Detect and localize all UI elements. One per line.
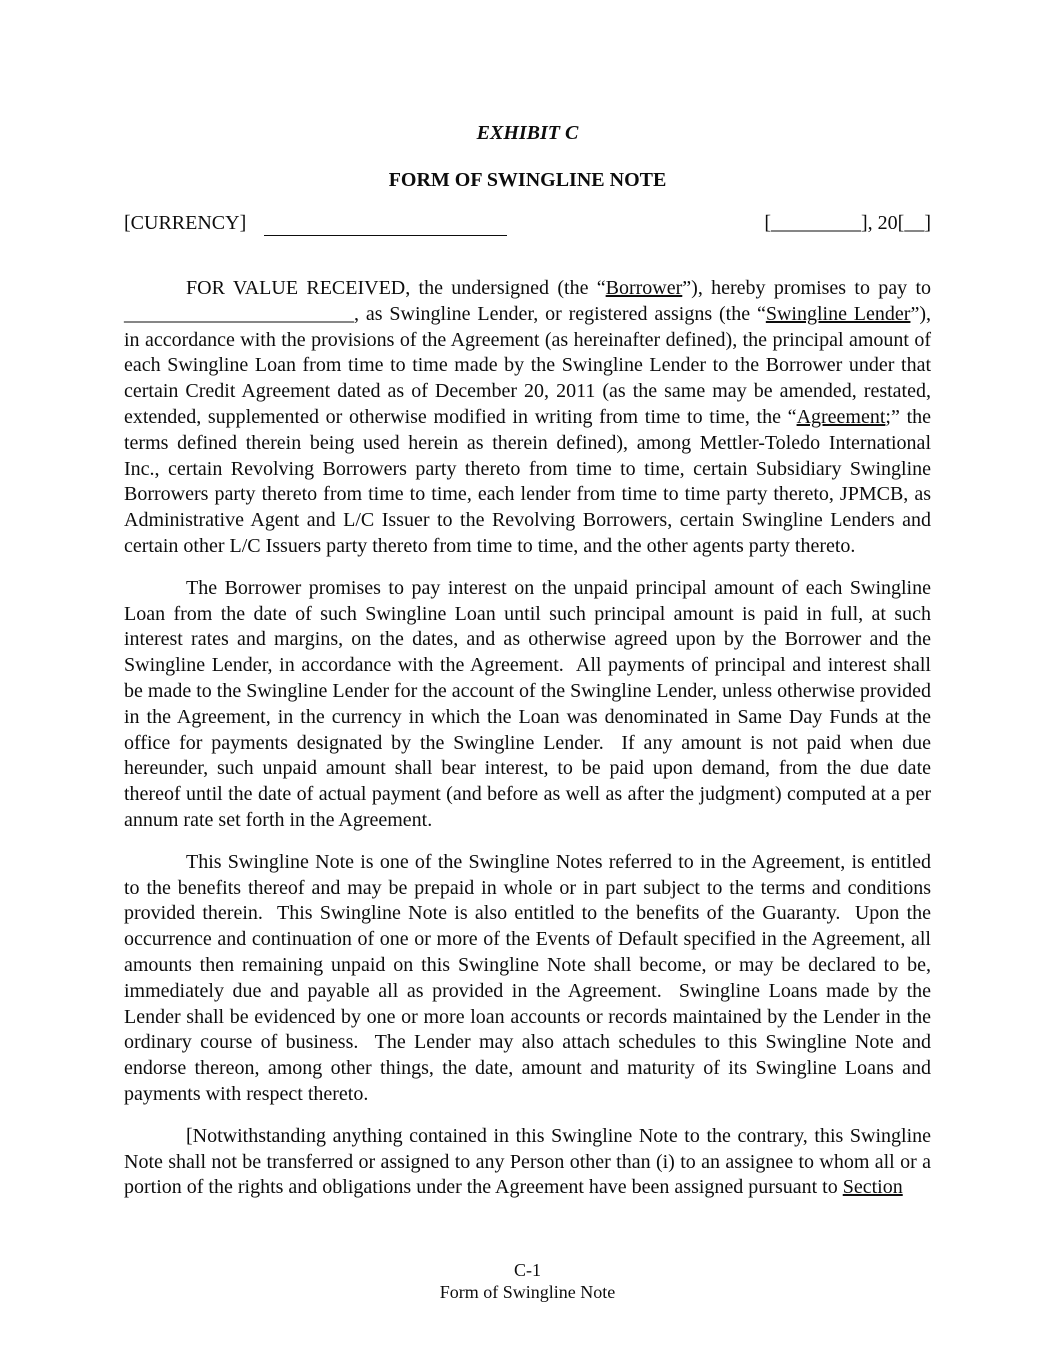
date-blank: [_________], 20[__] [764, 212, 931, 234]
underlined-term: Section [842, 1176, 903, 1199]
text-run: The Borrower promises to pay interest on the unpaid principal amount of each Swingline Loan from the date of such Swingline Loan until such principal amount is paid in full, at such interest rates and margins, on the dates, and as otherwise agreed upon by the Borrower and the Swingline Lender, in accordance with the Agreement. All payments of principal and interest shall be made to the Swingline Lender for the account of the Swingline Lender, unless otherwise provided in the Agreement, in the currency in which the Loan was denominated in Same Day Funds at the office for payments designated by the Swingline Lender. If any amount is not paid when due hereunder, such unpaid amount shall bear interest, to be paid upon demand, from the due date thereof until the date of actual payment (and before as well as after the judgment) computed at a per annum rate set forth in the Agreement. [124, 576, 931, 831]
paragraph-2 [124, 576, 931, 834]
form-title: FORM OF SWINGLINE NOTE [388, 169, 667, 191]
currency-blank-line [264, 213, 507, 236]
page-footer [0, 1259, 1055, 1303]
underlined-term: Swingline Lender [765, 302, 911, 325]
underlined-term: Agreement [796, 405, 886, 428]
exhibit-title: EXHIBIT C [476, 122, 579, 144]
underlined-term: Borrower [605, 277, 683, 299]
text-run: This Swingline Note is one of the Swingline Notes referred to in the Agreement, is entitled to the benefits thereof and may be prepaid in whole or in part subject to the terms and conditions provided therein. This Swingline Note is also entitled to the benefits of the Guaranty. Upon the occurrence and continuation of one or more of the Events of Default specified in the Agreement, all amounts then remaining unpaid on this Swingline Note shall become, or may be declared to be, immediately due and payable all as provided in the Agreement. Swingline Loans made by the Lender shall be evidenced by one or more loan accounts or records maintained by the Lender in the ordinary course of business. The Lender may also attach schedules to this Swingline Note and endorse thereon, among other things, the date, amount and maturity of its Swingline Loans and payments with respect thereto. [124, 850, 931, 1105]
text-run: ”), hereby promises to pay to _______________________, as Swingline Lender, or registered assigns (the “ [124, 277, 931, 325]
paragraph-1 [124, 276, 931, 560]
text-run: ”), in accordance with the provisions of the Agreement (as hereinafter defined), the principal amount of each Swingline Loan from time to time made by the Swingline Lender to the Borrower under that certain Credit Agreement dated as of December 20, 2011 (as the same may be amended, restated, extended, supplemented or otherwise modified in writing from time to time, the “ [124, 302, 931, 428]
paragraph-4 [124, 1124, 931, 1201]
text-run: ;” the terms defined therein being used herein as therein defined), among Mettler-Toledo International Inc., certain Revolving Borrowers party thereto from time to time, certain Subsidiary Swingline Borrowers party thereto from time to time, each lender from time to time party thereto, JPMCB, as Administrative Agent and L/C Issuer to the Revolving Borrowers, certain Swingline Lenders and certain other L/C Issuers party thereto from time to time, and the other agents party thereto. [124, 405, 931, 557]
currency-row [124, 210, 931, 236]
paragraph-3 [124, 850, 931, 1108]
footer-page-number: C-1 [514, 1260, 541, 1280]
footer-doc-name: Form of Swingline Note [439, 1282, 616, 1302]
text-run: [Notwithstanding anything contained in this Swingline Note to the contrary, this Swingline Note shall not be transferred or assigned to any Person other than (i) to an assignee to whom all or a portion of the rights and obligations under the Agreement have been assigned pursuant to [124, 1124, 931, 1199]
document-body [124, 276, 931, 1201]
text-run: FOR VALUE RECEIVED, the undersigned (the “ [186, 277, 606, 299]
currency-label: [CURRENCY] [124, 212, 247, 234]
